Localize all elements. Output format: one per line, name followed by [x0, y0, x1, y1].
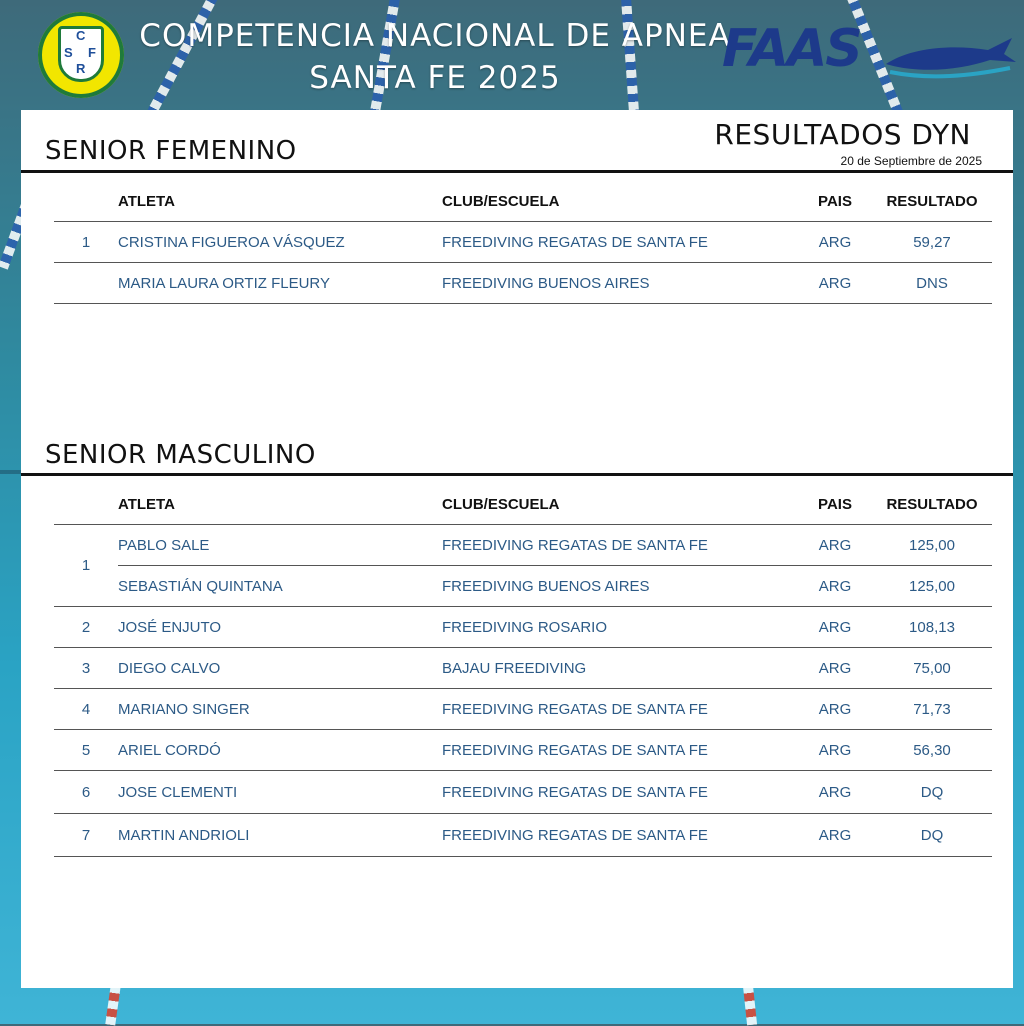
results-table-senior-femenino [54, 181, 992, 304]
event-subtitle: SANTA FE 2025 [309, 60, 561, 96]
cell-athlete: CRISTINA FIGUEROA VÁSQUEZ [118, 222, 442, 263]
cell-result: 59,27 [872, 222, 992, 263]
table-header-row [54, 484, 992, 525]
cell-position: 7 [54, 814, 118, 857]
section-divider [21, 473, 1013, 476]
cell-country: ARG [798, 814, 872, 857]
cell-position: 3 [54, 648, 118, 689]
cell-athlete: MARIA LAURA ORTIZ FLEURY [118, 263, 442, 304]
cell-country: ARG [798, 771, 872, 814]
table-row [54, 263, 992, 304]
column-header-position [54, 181, 118, 222]
document-date: 20 de Septiembre de 2025 [840, 154, 982, 168]
cell-result: 75,00 [872, 648, 992, 689]
cell-athlete: ARIEL CORDÓ [118, 730, 442, 771]
cell-result: 56,30 [872, 730, 992, 771]
cell-club: BAJAU FREEDIVING [442, 648, 798, 689]
lane-rope [105, 984, 120, 1025]
table-row [54, 648, 992, 689]
cell-athlete: JOSE CLEMENTI [118, 771, 442, 814]
table-row [54, 525, 992, 566]
cell-athlete: MARTIN ANDRIOLI [118, 814, 442, 857]
cell-club: FREEDIVING REGATAS DE SANTA FE [442, 730, 798, 771]
column-header-athlete: ATLETA [118, 181, 442, 222]
cell-club: FREEDIVING ROSARIO [442, 607, 798, 648]
column-header-club: CLUB/ESCUELA [442, 484, 798, 525]
lane-rope [743, 985, 757, 1026]
results-table-senior-masculino [54, 484, 992, 857]
cell-club: FREEDIVING BUENOS AIRES [442, 263, 798, 304]
column-header-result: RESULTADO [872, 484, 992, 525]
faas-logo: FAAS [722, 19, 861, 79]
column-header-club: CLUB/ESCUELA [442, 181, 798, 222]
cell-country: ARG [798, 263, 872, 304]
cell-result: 108,13 [872, 607, 992, 648]
pool-floor-line [0, 470, 22, 474]
cell-country: ARG [798, 648, 872, 689]
column-header-athlete: ATLETA [118, 484, 442, 525]
cell-position [54, 263, 118, 304]
cell-athlete: MARIANO SINGER [118, 689, 442, 730]
cell-country: ARG [798, 689, 872, 730]
cell-country: ARG [798, 525, 872, 566]
cell-country: ARG [798, 566, 872, 607]
column-header-result: RESULTADO [872, 181, 992, 222]
cell-result: 71,73 [872, 689, 992, 730]
cell-position: 5 [54, 730, 118, 771]
cell-club: FREEDIVING REGATAS DE SANTA FE [442, 814, 798, 857]
cell-position: 2 [54, 607, 118, 648]
cell-result: 125,00 [872, 525, 992, 566]
cell-country: ARG [798, 730, 872, 771]
freediver-icon [880, 28, 1020, 84]
section-title-senior-femenino: SENIOR FEMENINO [45, 136, 297, 166]
cell-club: FREEDIVING REGATAS DE SANTA FE [442, 222, 798, 263]
column-header-country: PAIS [798, 484, 872, 525]
table-row [54, 814, 992, 857]
results-panel [21, 110, 1013, 988]
section-divider [21, 170, 1013, 173]
cell-club: FREEDIVING BUENOS AIRES [442, 566, 798, 607]
cell-country: ARG [798, 222, 872, 263]
cell-club: FREEDIVING REGATAS DE SANTA FE [442, 689, 798, 730]
cell-athlete: PABLO SALE [118, 525, 442, 566]
cell-athlete: SEBASTIÁN QUINTANA [118, 566, 442, 607]
cell-athlete: DIEGO CALVO [118, 648, 442, 689]
cell-result: DQ [872, 814, 992, 857]
cell-position: 6 [54, 771, 118, 814]
crest-letter: C [76, 28, 86, 43]
document-title: RESULTADOS DYN [714, 118, 971, 151]
crest-letter: R [76, 61, 86, 76]
table-row [54, 730, 992, 771]
cell-club: FREEDIVING REGATAS DE SANTA FE [442, 525, 798, 566]
table-row [54, 566, 992, 607]
table-header-row [54, 181, 992, 222]
column-header-country: PAIS [798, 181, 872, 222]
section-title-senior-masculino: SENIOR MASCULINO [45, 440, 316, 470]
cell-club: FREEDIVING REGATAS DE SANTA FE [442, 771, 798, 814]
header [0, 0, 1024, 110]
cell-result: DQ [872, 771, 992, 814]
club-crest-shield [58, 26, 104, 82]
table-row [54, 607, 992, 648]
cell-result: DNS [872, 263, 992, 304]
club-crest-icon [38, 12, 124, 98]
cell-position: 1 [54, 222, 118, 263]
column-header-position [54, 484, 118, 525]
crest-letter: F [88, 45, 96, 60]
cell-athlete: JOSÉ ENJUTO [118, 607, 442, 648]
cell-result: 125,00 [872, 566, 992, 607]
crest-letter: S [64, 45, 73, 60]
cell-position: 4 [54, 689, 118, 730]
cell-country: ARG [798, 607, 872, 648]
cell-position: 1 [54, 525, 118, 607]
event-title: COMPETENCIA NACIONAL DE APNEA [139, 18, 731, 54]
table-row [54, 771, 992, 814]
table-row [54, 222, 992, 263]
table-row [54, 689, 992, 730]
